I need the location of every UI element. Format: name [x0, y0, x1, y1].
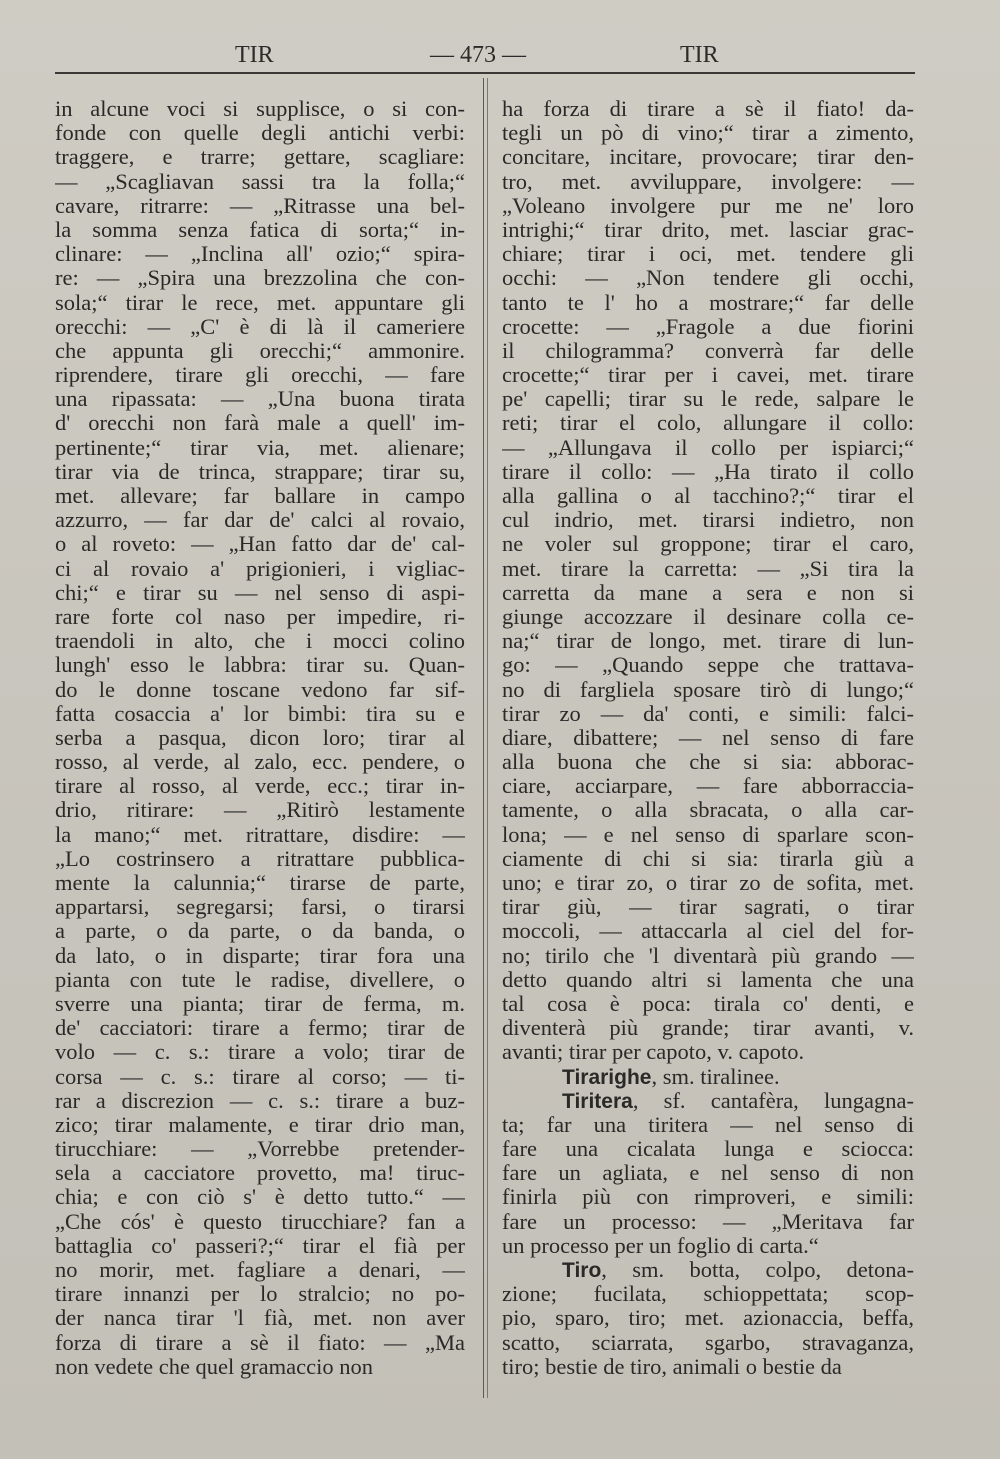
text-line: fare un processo: — „Meritava far	[502, 1209, 914, 1234]
text-line: drio, ritirare: — „Ritirò lestamente	[55, 798, 465, 823]
text-line: chia; e con ciò s' è detto tutto.“ —	[55, 1185, 465, 1210]
text-line: no morir, met. fagliare a denari, —	[55, 1258, 465, 1282]
text-line: uno; e tirar zo, o tirar zo de sofita, met.	[502, 871, 914, 895]
text-line: un processo per un foglio di carta.“	[502, 1233, 819, 1258]
text-line: sela a cacciatore provetto, ma! tiruc-	[55, 1161, 465, 1186]
text-line: sverre una pianta; tirar de ferma, m.	[55, 991, 465, 1016]
text-line: corsa — c. s.: tirare al corso; — ti-	[55, 1064, 465, 1089]
text-line: der nanca tirar 'l fià, met. non aver	[55, 1306, 465, 1331]
text-line: pianta con tute le radise, divellere, o	[55, 967, 465, 992]
text-line: intrighi;“ tirar drito, met. lasciar grac-	[502, 217, 914, 242]
text-line: il chilogramma? converrà far delle	[502, 338, 914, 363]
text-line: la somma senza fatica di sorta;“ in-	[55, 217, 465, 242]
text-line: traendoli in alto, che i mocci colino	[55, 629, 465, 654]
text-line: ne voler sul groppone; tirar el caro,	[502, 532, 914, 557]
text-line: ciamente di chi si sia: tirarla giù a	[502, 846, 914, 871]
text-line: na;“ tirar de longo, met. tirare di lun-	[502, 629, 914, 654]
text-line: tirar zo — da' conti, e simili: falci-	[502, 701, 914, 726]
text-line: finirla più con rimproveri, e simili:	[502, 1185, 914, 1210]
text-line: reti; tirar el colo, allungare il collo:	[502, 411, 914, 436]
text-line: no di fargliela sposare tirò di lungo;“	[502, 677, 914, 702]
text-line: rosso, al verde, al zalo, ecc. pendere, o	[55, 750, 465, 775]
text-line: carretta da mane a sera e non si	[502, 580, 914, 605]
text-line: tro, met. avviluppare, involgere: —	[502, 169, 914, 194]
text-line: fatta cosaccia a' lor bimbi: tira su e	[55, 701, 465, 726]
text-line: — „Allungava il collo per ispiarci;“	[502, 435, 914, 460]
text-line: met. allevare; far ballare in campo	[55, 484, 465, 508]
text-line: tiro; bestie de tiro, animali o bestie da	[502, 1354, 842, 1379]
text-line: concitare, incitare, provocare; tirar den-	[502, 145, 914, 170]
text-line: giunge accozzare il desinare colla ce-	[502, 604, 914, 629]
right-column	[502, 97, 914, 1379]
text-line: d' orecchi non farà male a quell' im-	[55, 411, 465, 436]
headword: Tirarighe	[562, 1065, 652, 1089]
text-line: riprendere, tirare gli orecchi, — fare	[55, 363, 465, 388]
text-line: ta; far una tiritera — nel senso di	[502, 1112, 914, 1137]
text-line: da lato, o in disparte; tirar fora una	[55, 943, 465, 968]
text-line: battaglia co' passeri?;“ tirar el fià per	[55, 1233, 465, 1258]
text-line: che appunta gli orecchi;“ ammonire.	[55, 338, 465, 363]
text-line: re: — „Spira una brezzolina che con-	[55, 266, 465, 291]
text-line: ha forza di tirare a sè il fiato! da-	[502, 97, 914, 121]
text-line: Tiritera, sf. cantafèra, lungagna-	[562, 1088, 914, 1113]
text-line: in alcune voci si supplisce, o si con-	[55, 97, 465, 121]
text-line: chiare; tirar i oci, met. tendere gli	[502, 242, 914, 267]
text-line: chi;“ e tirar su — nel senso di aspi-	[55, 580, 465, 605]
left-column	[55, 97, 465, 1379]
text-line: tal cosa è poca: tirala co' denti, e	[502, 991, 914, 1016]
text-line: avanti; tirar per capoto, v. capoto.	[502, 1040, 805, 1065]
text-line: zione; fucilata, schioppettata; scop-	[502, 1282, 914, 1307]
text-line: appartarsi, segregarsi; farsi, o tirarsi	[55, 895, 465, 920]
text-line: rar a discrezion — c. s.: tirare a buz-	[55, 1088, 465, 1113]
text-line: tegli un pò di vino;“ tirar a zimento,	[502, 121, 914, 146]
page-number: — 473 —	[430, 42, 526, 68]
text-line: „Voleano involgere pur me ne' loro	[502, 193, 914, 218]
text-line: una ripassata: — „Una buona tirata	[55, 387, 465, 412]
text-line: non vedete che quel gramaccio non	[55, 1354, 373, 1379]
text-line: fare una cicalata lunga e sciocca:	[502, 1137, 914, 1162]
text-line: de' cacciatori: tirare a fermo; tirar de	[55, 1016, 465, 1041]
text-line: tamente, o alla sbracata, o alla car-	[502, 798, 914, 823]
text-line: clinare: — „Inclina all' ozio;“ spira-	[55, 242, 465, 267]
text-line: forza di tirare a sè il fiato: — „Ma	[55, 1330, 465, 1355]
text-line: serba a pasqua, dicon loro; tirar al	[55, 725, 465, 750]
text-line: pio, sparo, tiro; met. azionaccia, beffa,	[502, 1306, 914, 1331]
text-line: Tiro, sm. botta, colpo, detona-	[562, 1258, 914, 1282]
column-divider-inner	[487, 78, 488, 1398]
text-line: „Che cós' è questo tirucchiare? fan a	[55, 1209, 465, 1234]
text-line: detto quando altri si lamenta che una	[502, 967, 914, 992]
headword: Tiro	[562, 1259, 602, 1282]
text-line: sola;“ tirar le rece, met. appuntare gli	[55, 290, 465, 315]
text-line: lona; — e nel senso di sparlare scon-	[502, 822, 914, 847]
column-divider	[483, 78, 484, 1398]
text-line: do le donne toscane vedono far sif-	[55, 677, 465, 702]
text-line: la mano;“ met. ritrattare, disdire: —	[55, 822, 465, 847]
text-line: go: — „Quando seppe che trattava-	[502, 653, 914, 678]
header-right-guideword: TIR	[680, 42, 719, 68]
text-line: crocette;“ tirar per i cavei, met. tirare	[502, 363, 914, 388]
text-line: tirar giù, — tirar sagrati, o tirar	[502, 895, 914, 920]
text-line: fare un agliata, e nel senso di non	[502, 1161, 914, 1186]
text-line: Tirarighe, sm. tiralinee.	[562, 1064, 780, 1089]
header-rule	[55, 72, 915, 74]
text-line: fonde con quelle degli antichi verbi:	[55, 121, 465, 146]
text-line: diventerà più grande; tirar avanti, v.	[502, 1016, 914, 1041]
text-line: tirar via de trinca, strappare; tirar su,	[55, 459, 465, 484]
text-line: cavare, ritrarre: — „Ritrasse una bel-	[55, 193, 465, 218]
headword: Tiritera	[562, 1089, 633, 1113]
text-line: o al roveto: — „Han fatto dar de' cal-	[55, 532, 465, 557]
text-line: traggere, e trarre; gettare, scagliare:	[55, 145, 465, 170]
text-line: lungh' esso le labbra: tirar su. Quan-	[55, 653, 465, 678]
text-line: — „Scagliavan sassi tra la folla;“	[55, 169, 465, 194]
text-line: pe' capelli; tirar su le rede, salpare le	[502, 387, 914, 412]
text-line: azzurro, — far dar de' calci al rovaio,	[55, 508, 465, 533]
text-line: orecchi: — „C' è di là il cameriere	[55, 314, 465, 339]
text-line: alla buona che che si sia: abborac-	[502, 750, 914, 775]
text-line: a parte, o da parte, o da banda, o	[55, 919, 465, 944]
text-line: moccoli, — attaccarla al ciel del for-	[502, 919, 914, 944]
text-line: „Lo costrinsero a ritrattare pubblica-	[55, 846, 465, 871]
text-line: tirare innanzi per lo stralcio; no po-	[55, 1282, 465, 1307]
text-line: met. tirare la carretta: — „Si tira la	[502, 556, 914, 581]
text-line: ciare, acciarpare, — fare abborraccia-	[502, 774, 914, 799]
text-line: cul indrio, met. tirarsi indietro, non	[502, 508, 914, 533]
text-line: tirare il collo: — „Ha tirato il collo	[502, 459, 914, 484]
text-line: zico; tirar malamente, e tirar drio man,	[55, 1112, 465, 1137]
text-line: scatto, sciarrata, sgarbo, stravaganza,	[502, 1330, 914, 1355]
text-line: crocette: — „Fragole a due fiorini	[502, 314, 914, 339]
text-line: diare, dibattere; — nel senso di fare	[502, 725, 914, 750]
text-line: mente la calunnia;“ tirarse de parte,	[55, 871, 465, 895]
text-line: tirare al rosso, al verde, ecc.; tirar in-	[55, 774, 465, 799]
page-header	[55, 38, 915, 72]
text-line: volo — c. s.: tirare a volo; tirar de	[55, 1040, 465, 1065]
text-line: tirucchiare: — „Vorrebbe pretender-	[55, 1137, 465, 1162]
header-left-guideword: TIR	[235, 42, 274, 68]
text-line: rare forte col naso per impedire, ri-	[55, 604, 465, 629]
text-line: pertinente;“ tirar via, met. alienare;	[55, 435, 465, 460]
text-line: no; tirilo che 'l diventarà più grando —	[502, 943, 914, 968]
text-line: alla gallina o al tacchino?;“ tirar el	[502, 484, 914, 508]
text-line: tanto te l' ho a mostrare;“ far delle	[502, 290, 914, 315]
text-line: ci al rovaio a' prigionieri, i vigliac-	[55, 556, 465, 581]
text-line: occhi: — „Non tendere gli occhi,	[502, 266, 914, 291]
